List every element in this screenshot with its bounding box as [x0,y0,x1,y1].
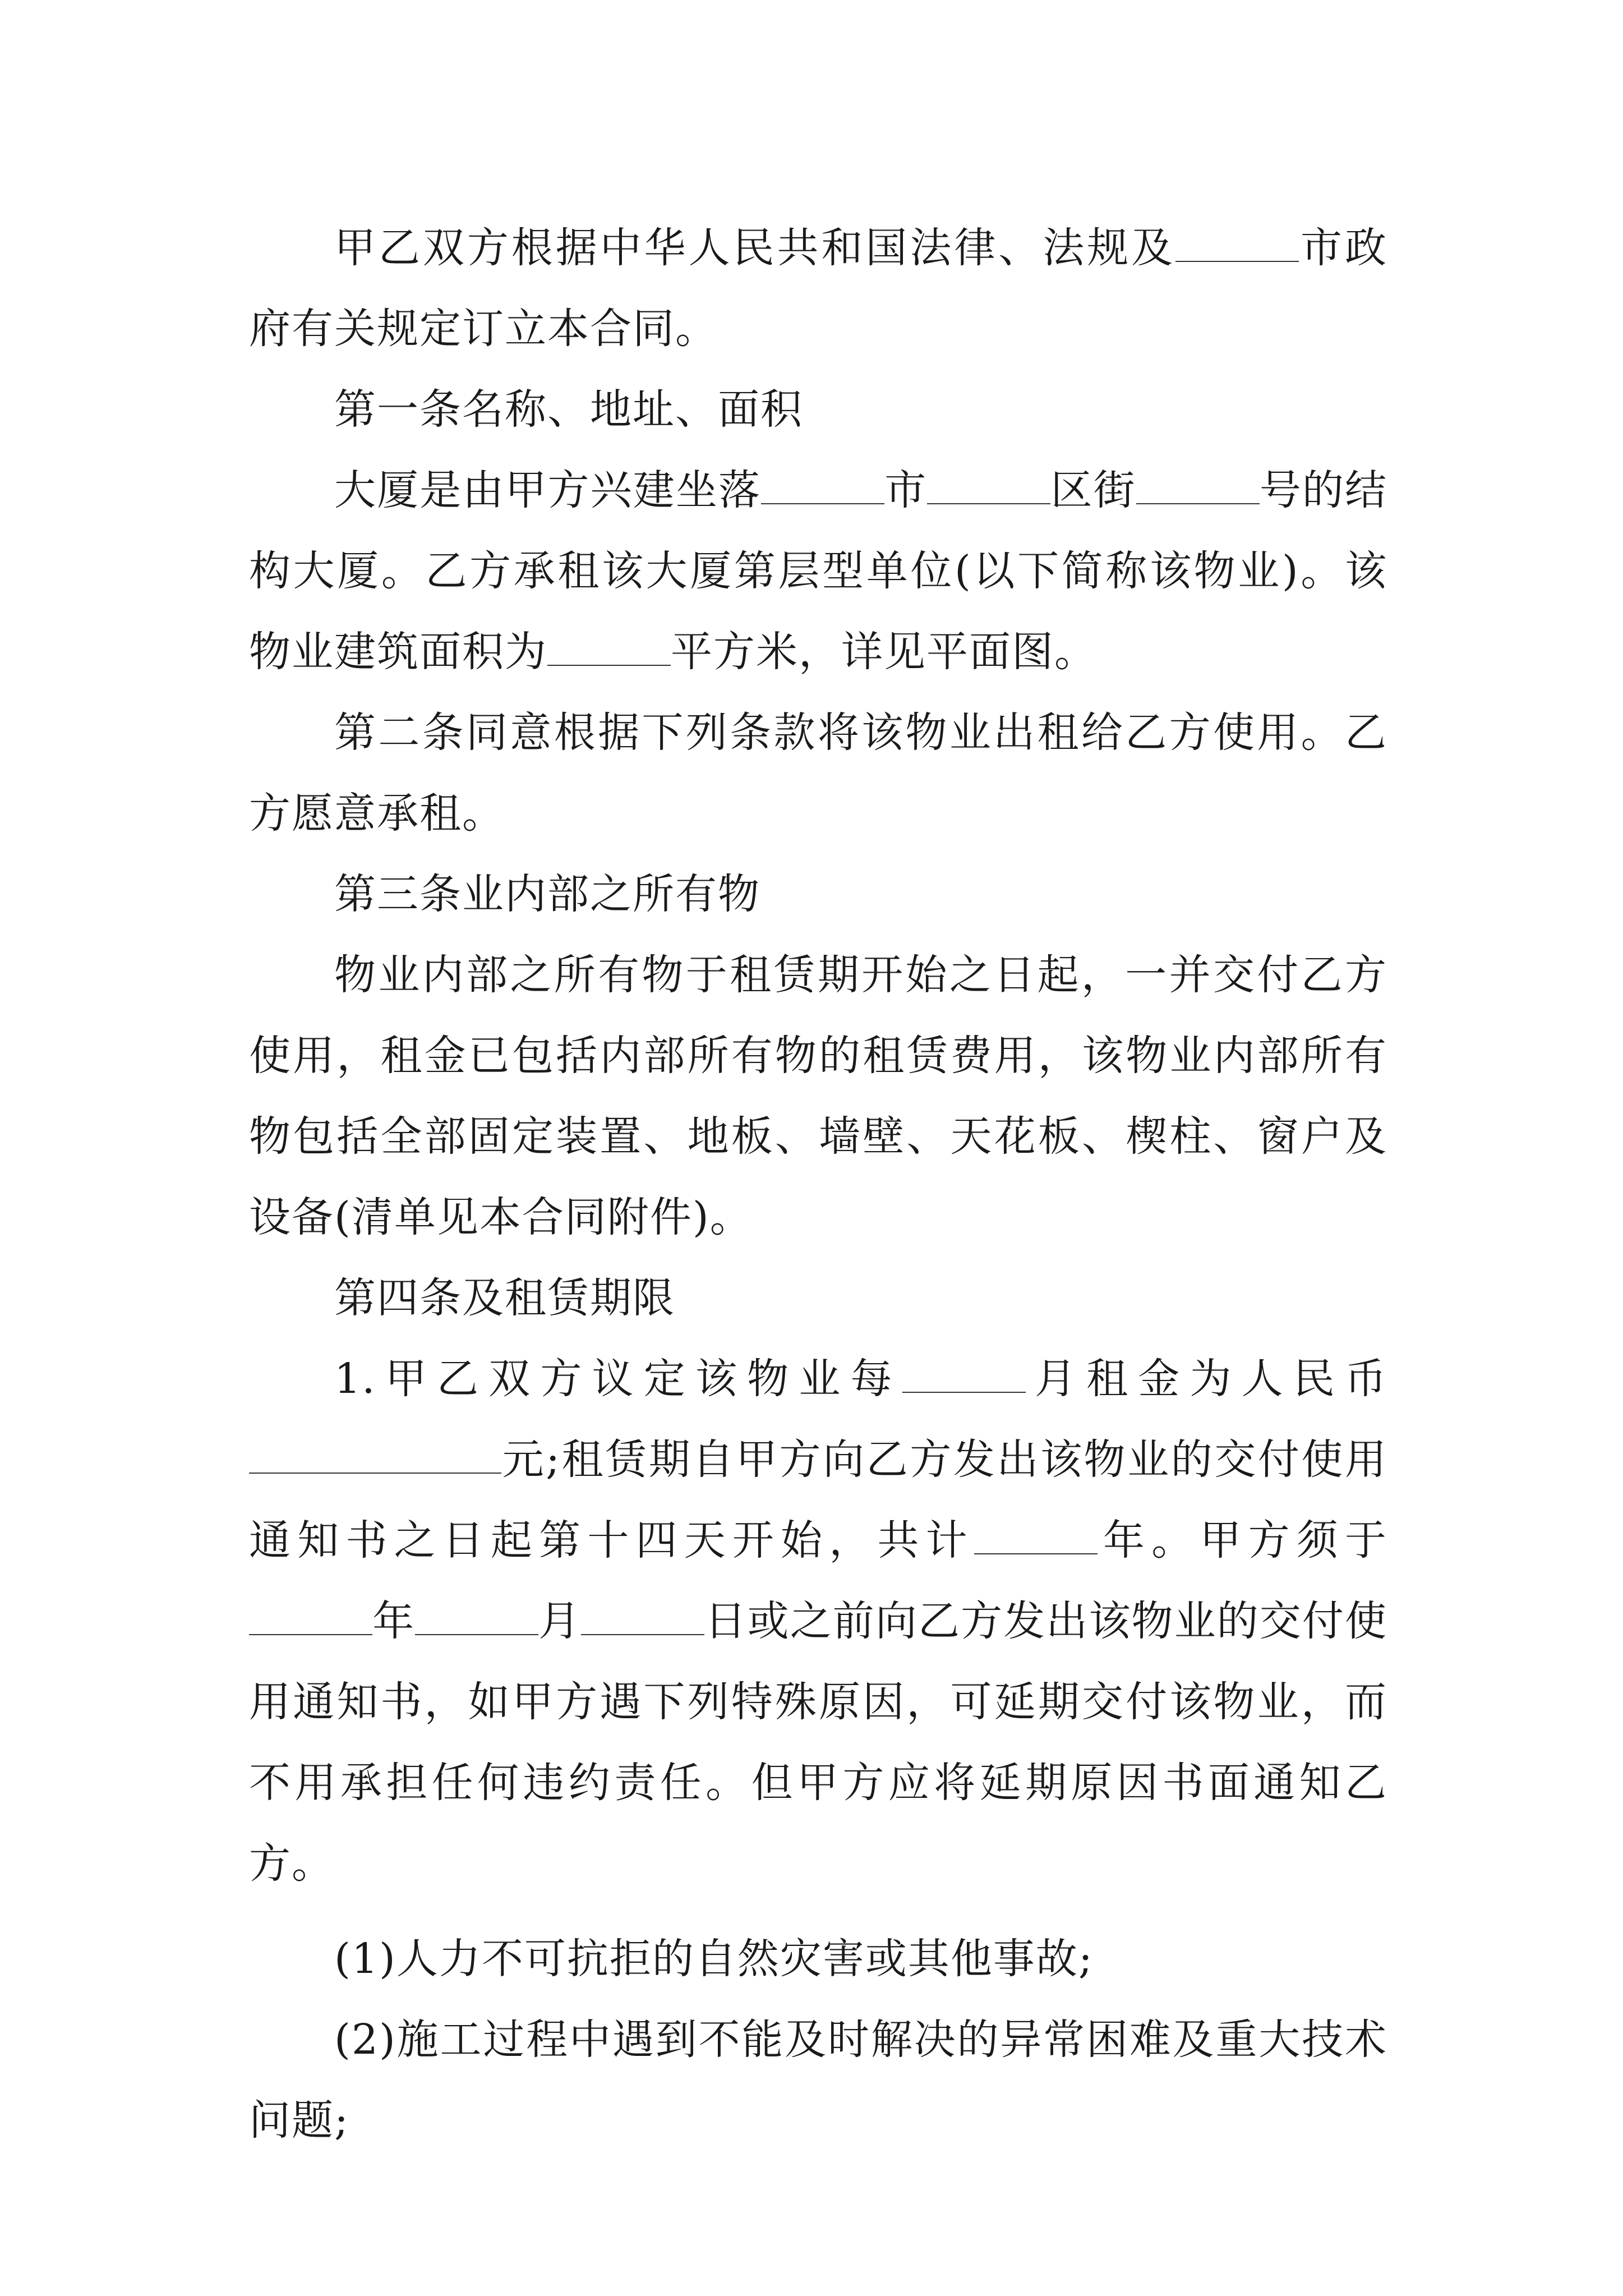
fill-in-blank [974,1510,1098,1554]
paragraph-text: 元;租赁期自甲方向乙方发出该物业的交付使用通知书之日起第十四天开始，共计 [249,1435,1387,1565]
paragraph-art4-item1 [249,1338,1387,1904]
paragraph-text: 市政府有关规定订立本合同。 [249,224,1387,353]
paragraph-text: 年。甲方须于 [1097,1516,1388,1565]
paragraph-text: 市 [884,466,928,514]
paragraph-text: (2)施工过程中遇到不能及时解决的异常困难及重大技术问题; [249,2016,1387,2145]
fill-in-blank [547,621,671,666]
paragraph-text: 区街 [1050,466,1136,514]
paragraph-text: 大厦是由甲方兴建坐落 [334,466,762,514]
paragraph-art3-body [249,935,1387,1258]
document-body [249,208,1387,2161]
paragraph-art4-cause2 [249,1999,1387,2161]
paragraph-text: (1)人力不可抗拒的自然灾害或其他事故; [334,1935,1094,1983]
paragraph-art1-body [249,450,1387,692]
paragraph-text: 第四条及租赁期限 [334,1274,675,1322]
paragraph-art4-title [249,1258,1387,1338]
paragraph-text: 第一条名称、地址、面积 [334,385,803,434]
fill-in-blank [927,459,1050,504]
paragraph-art2 [249,692,1387,854]
fill-in-blank [415,1590,538,1635]
paragraph-text: 第三条业内部之所有物 [334,870,760,918]
paragraph-text: 月 [538,1597,582,1645]
paragraph-art3-title [249,854,1387,935]
paragraph-text: 1.甲乙双方议定该物业每 [334,1355,902,1403]
fill-in-blank [249,1590,372,1635]
paragraph-text: 号的结构大厦。乙方承租该大厦第层型单位(以下简称该物业)。该物业建筑面积为 [249,466,1388,676]
paragraph-text: 物业内部之所有物于租赁期开始之日起，一并交付乙方使用，租金已包括内部所有物的租赁费用，该物业内部所有物包括全部固定装置、地板、墙壁、天花板、楔柱、窗户及设备(清单见本合同附件)。 [249,951,1387,1241]
fill-in-blank [902,1348,1026,1393]
paragraph-text: 第二条同意根据下列条款将该物业出租给乙方使用。乙方愿意承租。 [249,708,1387,838]
fill-in-blank [761,459,884,504]
paragraph-text: 月租金为人民币 [1025,1355,1388,1403]
fill-in-blank [1175,217,1299,262]
paragraph-art1-title [249,369,1387,450]
paragraph-text: 平方米，详见平面图。 [671,628,1097,676]
paragraph-art4-cause1 [249,1918,1387,1999]
fill-in-blank [1136,459,1260,504]
paragraph-text: 日或之前向乙方发出该物业的交付使用通知书，如甲方遇下列特殊原因，可延期交付该物业，而不用承担任何违约责任。但甲方应将延期原因书面通知乙方。 [249,1597,1388,1888]
paragraph-text: 年 [372,1597,416,1645]
fill-in-blank [581,1590,704,1635]
paragraph-text: 甲乙双方根据中华人民共和国法律、法规及 [334,224,1176,272]
paragraph-intro [249,208,1387,369]
fill-in-blank [249,1429,501,1474]
